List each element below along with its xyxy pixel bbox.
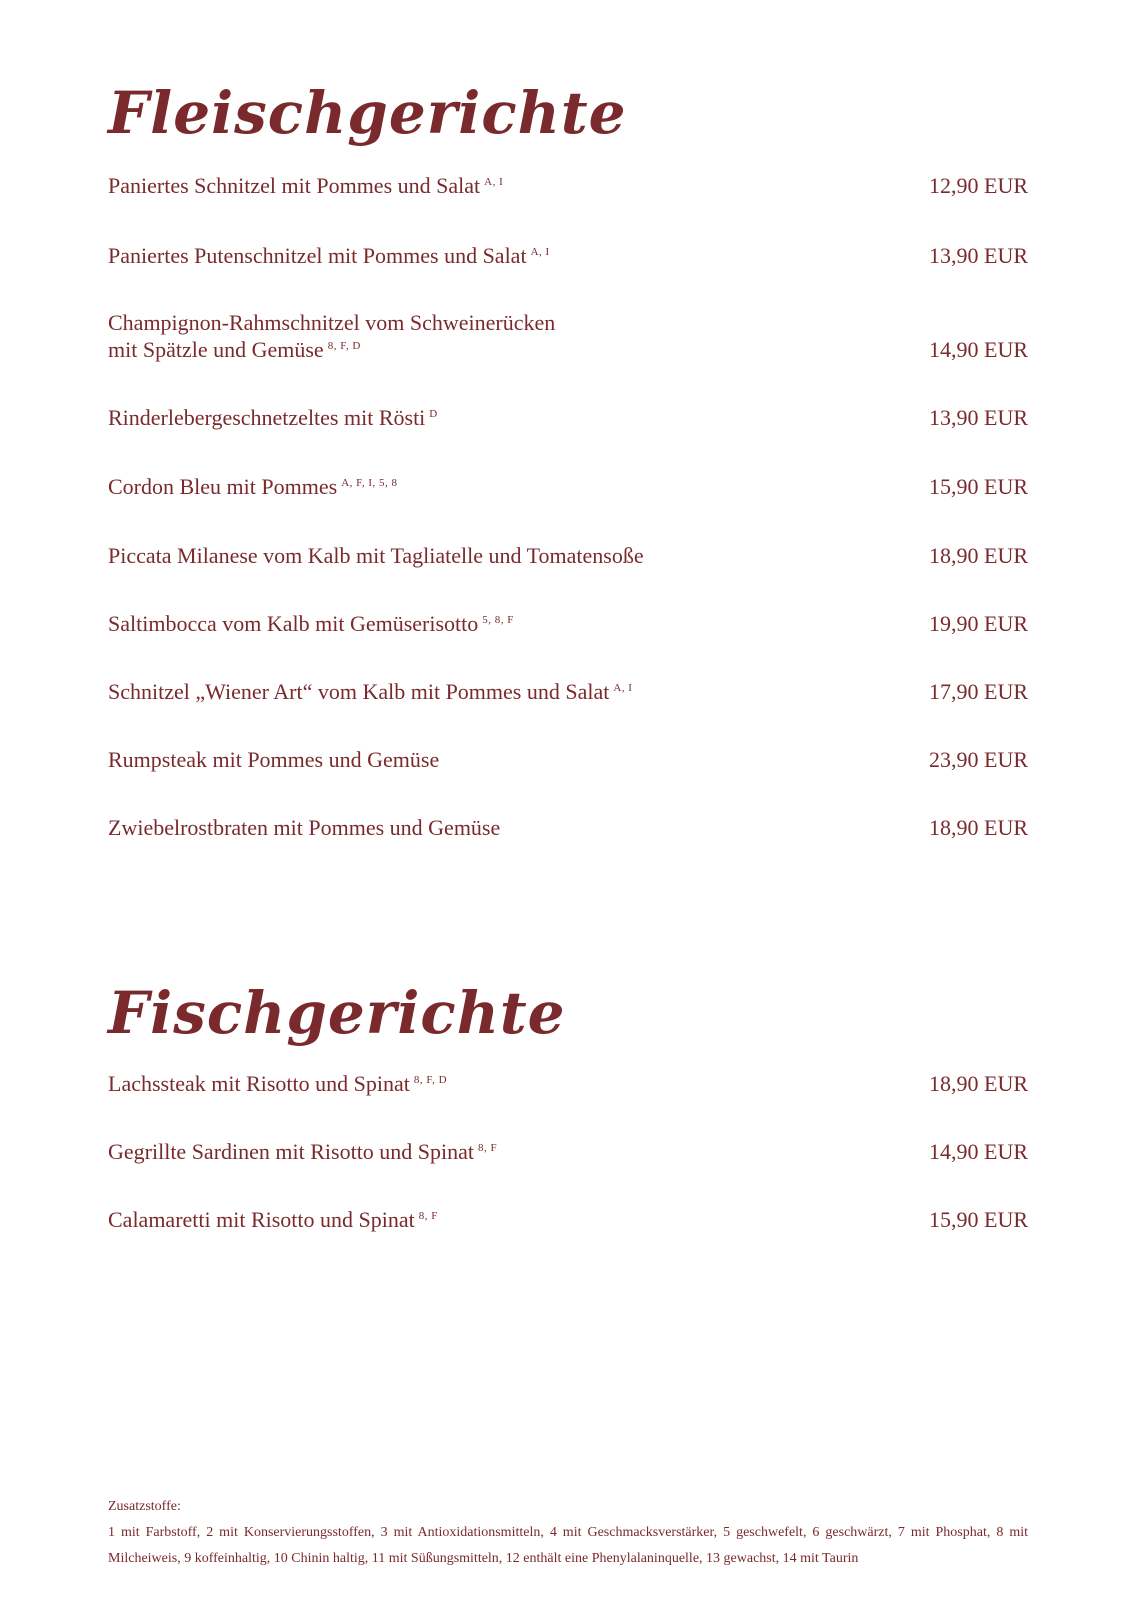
dish-name: Calamaretti mit Risotto und Spinat (108, 1207, 415, 1232)
allergen-codes: 5, 8, F (482, 614, 514, 626)
dish-name: Rinderlebergeschnetzeltes mit Rösti (108, 405, 426, 430)
allergen-codes: D (429, 408, 438, 420)
section-heading-fish: Fischgerichte (108, 979, 566, 1047)
dish-price: 15,90 EUR (929, 474, 1028, 499)
menu-item (108, 1206, 1028, 1233)
dish-name: Paniertes Putenschnitzel mit Pommes und Salat (108, 243, 527, 268)
menu-item (108, 542, 1028, 569)
menu-item (108, 172, 1028, 199)
menu-item (108, 309, 1028, 363)
menu-item (108, 814, 1028, 841)
menu-item (108, 678, 1028, 705)
dish-price: 15,90 EUR (929, 1207, 1028, 1232)
dish-name: Lachssteak mit Risotto und Spinat (108, 1071, 410, 1096)
menu-item (108, 1070, 1028, 1097)
dish-price: 18,90 EUR (929, 543, 1028, 568)
dish-price: 13,90 EUR (929, 243, 1028, 268)
dish-price: 18,90 EUR (929, 815, 1028, 840)
dish-price: 17,90 EUR (929, 679, 1028, 704)
dish-name-line2: mit Spätzle und Gemüse (108, 337, 324, 362)
allergen-codes: 8, F, D (327, 340, 361, 352)
menu-item (108, 746, 1028, 773)
menu-item (108, 1138, 1028, 1165)
allergen-codes: A, I (530, 246, 550, 258)
dish-price: 14,90 EUR (929, 1139, 1028, 1164)
menu-item (108, 473, 1028, 500)
dish-price: 14,90 EUR (929, 337, 1028, 362)
dish-name: Rumpsteak mit Pommes und Gemüse (108, 747, 440, 772)
section-heading-meat: Fleischgerichte (108, 79, 627, 147)
allergen-codes: 8, F (418, 1210, 438, 1222)
allergen-codes: 8, F, D (413, 1074, 448, 1086)
additives-footnote (108, 1494, 1028, 1572)
dish-price: 19,90 EUR (929, 611, 1028, 636)
menu-item (108, 242, 1028, 269)
dish-name: Gegrillte Sardinen mit Risotto und Spinat (108, 1139, 475, 1164)
menu-item (108, 610, 1028, 637)
dish-name: Champignon-Rahmschnitzel vom Schweinerücken (108, 310, 556, 335)
dish-name: Paniertes Schnitzel mit Pommes und Salat (108, 173, 481, 198)
dish-price: 12,90 EUR (929, 173, 1028, 198)
allergen-codes: A, I (484, 176, 504, 188)
allergen-codes: A, F, I, 5, 8 (341, 477, 398, 489)
additives-text: 1 mit Farbstoff, 2 mit Konservierungsstoffen, 3 mit Antioxidationsmitteln, 4 mit Geschmacksverstärker, 5 geschwefelt, 6 geschwärzt, 7 mit Phosphat, 8 mit Milcheiweis, 9 koffeinhaltig, 10 Chinin haltig, 11 mit Süßungsmitteln, 12 enthält eine Phenylalaninquelle, 13 gewachst, 14 mit Taurin (108, 1525, 1028, 1566)
dish-name: Piccata Milanese vom Kalb mit Tagliatelle und Tomatensoße (108, 543, 644, 568)
additives-title: Zusatzstoffe: (108, 1499, 181, 1514)
menu-item (108, 404, 1028, 431)
dish-price: 23,90 EUR (929, 747, 1028, 772)
allergen-codes: A, I (613, 682, 633, 694)
dish-price: 18,90 EUR (929, 1071, 1028, 1096)
dish-price: 13,90 EUR (929, 405, 1028, 430)
dish-name: Zwiebelrostbraten mit Pommes und Gemüse (108, 815, 501, 840)
dish-name: Schnitzel „Wiener Art“ vom Kalb mit Pommes und Salat (108, 679, 610, 704)
dish-name: Saltimbocca vom Kalb mit Gemüserisotto (108, 611, 479, 636)
dish-name: Cordon Bleu mit Pommes (108, 474, 338, 499)
allergen-codes: 8, F (478, 1142, 498, 1154)
